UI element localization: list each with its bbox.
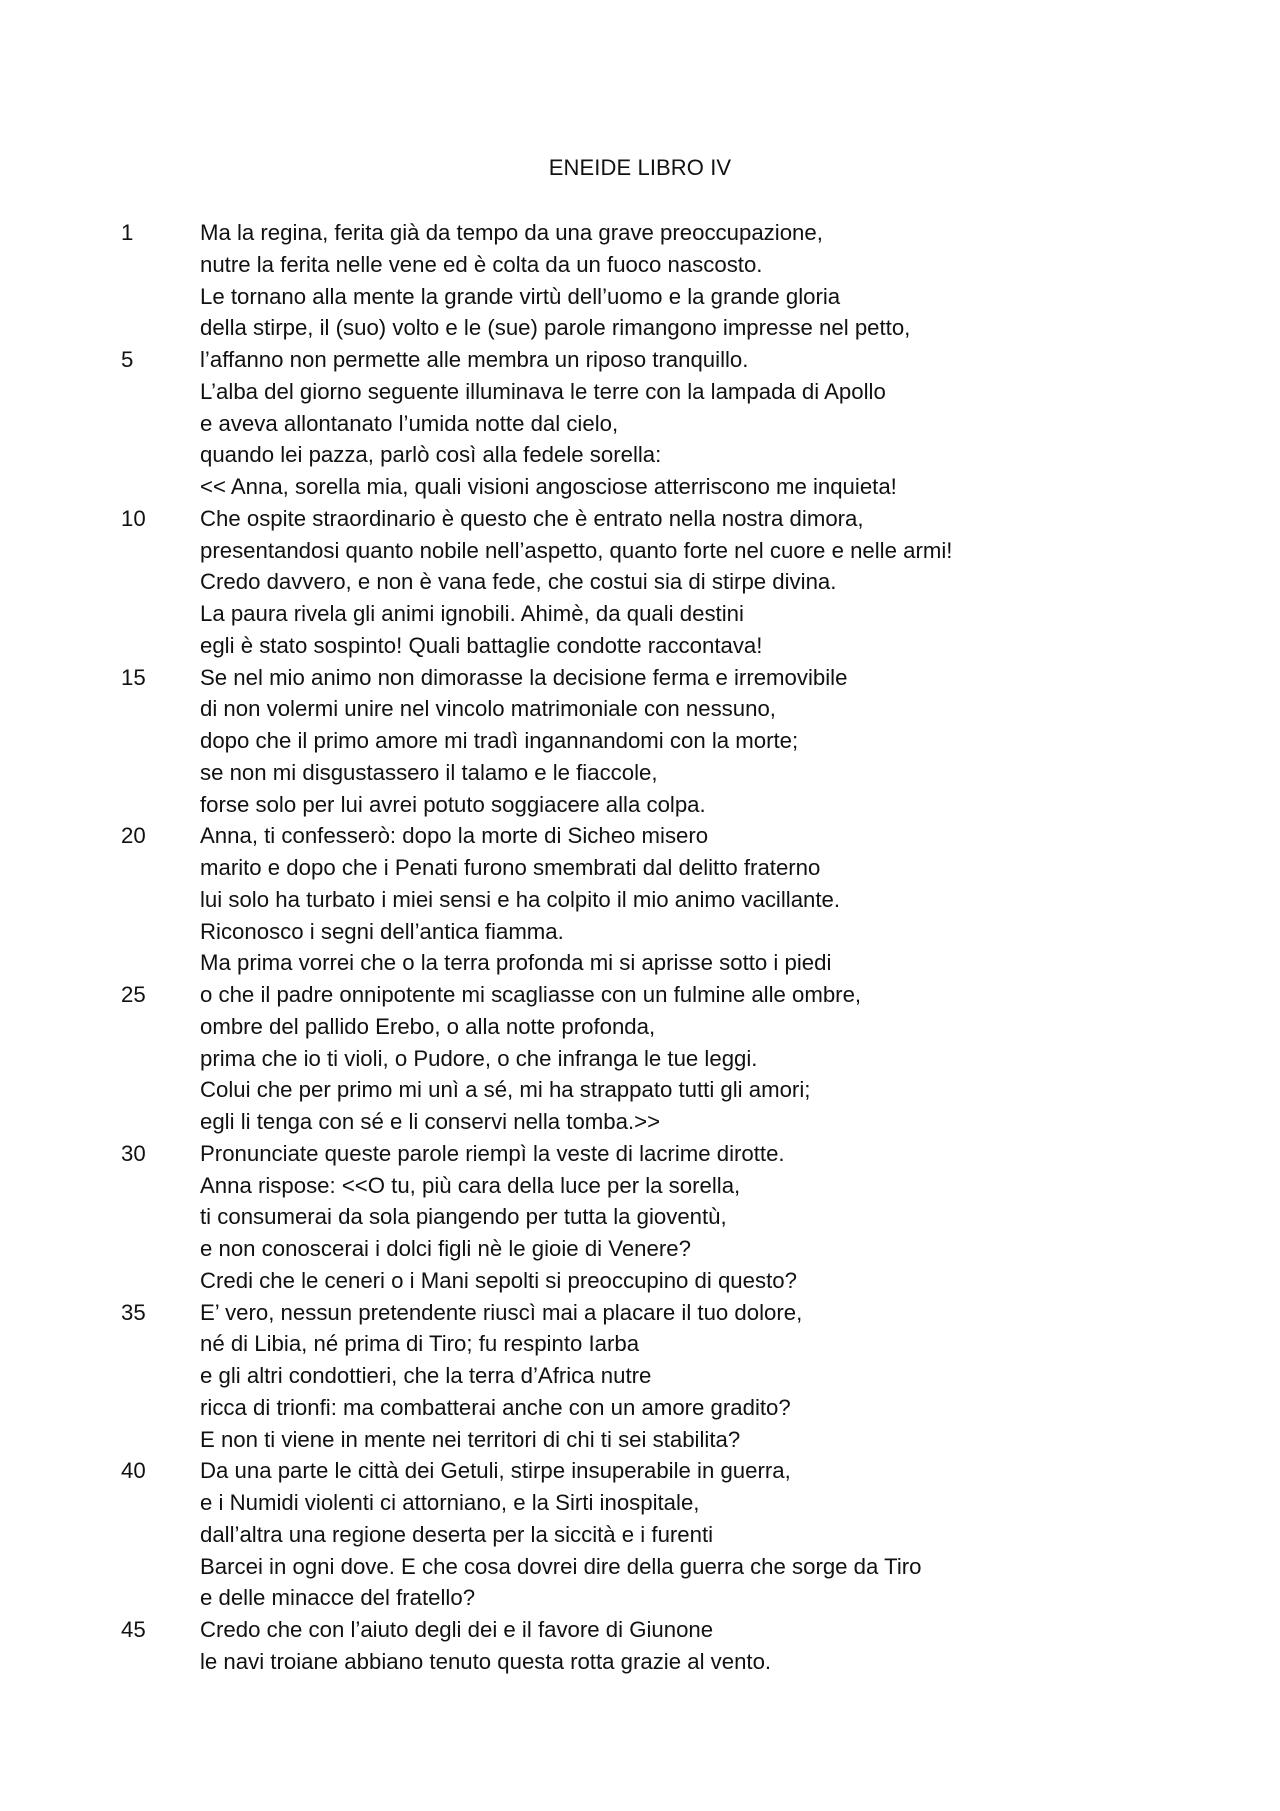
verse-line [0, 1043, 1280, 1075]
verse-text: E non ti viene in mente nei territori di chi ti sei stabilita? [200, 1426, 741, 1452]
verse-text: egli li tenga con sé e li conservi nella tomba.>> [200, 1109, 661, 1134]
verse-line [0, 662, 1280, 694]
verse-line [0, 1233, 1280, 1265]
line-number: 20 [121, 823, 146, 849]
verse-line [0, 979, 1280, 1011]
verse-line [0, 1074, 1280, 1106]
verse-text: lui solo ha turbato i miei sensi e ha colpito il mio animo vacillante. [200, 886, 841, 912]
verse-text: ricca di trionfi: ma combatterai anche con un amore gradito? [200, 1394, 791, 1420]
line-number: 10 [121, 505, 146, 531]
verse-text: né di Libia, né prima di Tiro; fu respinto Iarba [200, 1331, 640, 1357]
verse-text: egli è stato sospinto! Quali battaglie condotte raccontava! [200, 632, 763, 658]
verse-text: l’affanno non permette alle membra un riposo tranquillo. [200, 347, 749, 372]
verse-line [0, 408, 1280, 440]
verse-text: ti consumerai da sola piangendo per tutta la gioventù, [200, 1204, 727, 1230]
verse-line [0, 1297, 1280, 1329]
verse-text: Credo che con l’aiuto degli dei e il favore di Giunone [200, 1617, 714, 1642]
verse-line [0, 757, 1280, 789]
verse-line [0, 1170, 1280, 1202]
verse-text: Ma prima vorrei che o la terra profonda mi si aprisse sotto i piedi [200, 950, 832, 976]
verse-text: e non conoscerai i dolci figli nè le gioie di Venere? [200, 1236, 691, 1261]
line-number: 40 [121, 1458, 146, 1484]
verse-line [0, 1265, 1280, 1297]
verse-line [0, 471, 1280, 503]
verse-line [0, 1392, 1280, 1424]
verse-text: e delle minacce del fratello? [200, 1585, 476, 1611]
verse-text: Credo davvero, e non è vana fede, che costui sia di stirpe divina. [200, 569, 837, 595]
verse-text: << Anna, sorella mia, quali visioni angosciose atterriscono me inquieta! [200, 474, 897, 499]
verse-text: o che il padre onnipotente mi scagliasse con un fulmine alle ombre, [200, 982, 862, 1007]
verse-line [0, 1582, 1280, 1614]
document-title: ENEIDE LIBRO IV [548, 155, 732, 180]
verse-line [0, 1138, 1280, 1170]
verse-line [0, 535, 1280, 567]
verse-line [0, 1424, 1280, 1456]
verse-text: di non volermi unire nel vincolo matrimoniale con nessuno, [200, 696, 776, 722]
verse-line [0, 376, 1280, 408]
verse-line [0, 916, 1280, 948]
verse-text: presentandosi quanto nobile nell’aspetto, quanto forte nel cuore e nelle armi! [200, 537, 953, 563]
verse-text: Credi che le ceneri o i Mani sepolti si preoccupino di questo? [200, 1267, 797, 1293]
verse-line [0, 598, 1280, 630]
verse-text: Le tornano alla mente la grande virtù dell’uomo e la grande gloria [200, 283, 841, 309]
verse-line [0, 1011, 1280, 1043]
verse-text: E’ vero, nessun pretendente riuscì mai a placare il tuo dolore, [200, 1299, 803, 1325]
verse-text: e i Numidi violenti ci attorniano, e la Sirti inospitale, [200, 1490, 700, 1515]
verse-text: quando lei pazza, parlò così alla fedele sorella: [200, 442, 662, 468]
verse-text: Che ospite straordinario è questo che è entrato nella nostra dimora, [200, 505, 864, 531]
line-number: 45 [121, 1617, 146, 1642]
verse-line [0, 789, 1280, 821]
line-number: 25 [121, 982, 146, 1007]
verse-text: ombre del pallido Erebo, o alla notte profonda, [200, 1013, 656, 1039]
verse-line [0, 1519, 1280, 1551]
verse-text: Se nel mio animo non dimorasse la decisione ferma e irremovibile [200, 664, 848, 690]
verse-text: Ma la regina, ferita già da tempo da una grave preoccupazione, [200, 220, 823, 245]
verse-line [0, 566, 1280, 598]
verse-line [0, 1551, 1280, 1583]
verse-text: se non mi disgustassero il talamo e le fiaccole, [200, 759, 658, 785]
verse-text: L’alba del giorno seguente illuminava le terre con la lampada di Apollo [200, 378, 886, 404]
verse-line [0, 820, 1280, 852]
verse-text: dall’altra una regione deserta per la siccità e i furenti [200, 1521, 714, 1547]
line-number: 35 [121, 1299, 146, 1325]
verse-line [0, 249, 1280, 281]
verse-text: Riconosco i segni dell’antica fiamma. [200, 918, 564, 944]
verse-line [0, 1328, 1280, 1360]
verse-text: nutre la ferita nelle vene ed è colta da un fuoco nascosto. [200, 251, 763, 277]
verse-line [0, 630, 1280, 662]
verse-text: Da una parte le città dei Getuli, stirpe insuperabile in guerra, [200, 1458, 791, 1484]
verse-text: marito e dopo che i Penati furono smembrati dal delitto fraterno [200, 855, 821, 880]
verse-text: Anna rispose: <<O tu, più cara della luce per la sorella, [200, 1172, 741, 1198]
line-number: 15 [121, 664, 146, 690]
verse-text: e gli altri condottieri, che la terra d’Africa nutre [200, 1363, 652, 1388]
verse-line [0, 1360, 1280, 1392]
verse-text: Pronunciate queste parole riempì la veste di lacrime dirotte. [200, 1140, 785, 1166]
verse-line [0, 344, 1280, 376]
verse-line [0, 503, 1280, 535]
verse-line [0, 947, 1280, 979]
verse-lines [0, 217, 1280, 1678]
verse-text: forse solo per lui avrei potuto soggiacere alla colpa. [200, 791, 706, 817]
verse-text: prima che io ti violi, o Pudore, o che infranga le tue leggi. [200, 1045, 758, 1071]
verse-text: della stirpe, il (suo) volto e le (sue) parole rimangono impresse nel petto, [200, 315, 911, 341]
verse-line [0, 1106, 1280, 1138]
verse-line [0, 725, 1280, 757]
verse-line [0, 693, 1280, 725]
verse-line [0, 281, 1280, 313]
verse-text: dopo che il primo amore mi tradì ingannandomi con la morte; [200, 728, 799, 753]
verse-line [0, 852, 1280, 884]
verse-line [0, 1646, 1280, 1678]
verse-line [0, 884, 1280, 916]
verse-line [0, 312, 1280, 344]
verse-line [0, 439, 1280, 471]
verse-line [0, 217, 1280, 249]
verse-text: le navi troiane abbiano tenuto questa rotta grazie al vento. [200, 1648, 772, 1674]
verse-text: La paura rivela gli animi ignobili. Ahimè, da quali destini [200, 601, 744, 626]
verse-line [0, 1614, 1280, 1646]
line-number: 1 [121, 220, 134, 245]
verse-text: Barcei in ogni dove. E che cosa dovrei dire della guerra che sorge da Tiro [200, 1553, 922, 1579]
line-number: 30 [121, 1140, 146, 1166]
verse-text: Anna, ti confesserò: dopo la morte di Sicheo misero [200, 823, 709, 849]
verse-line [0, 1487, 1280, 1519]
verse-line [0, 1201, 1280, 1233]
verse-text: e aveva allontanato l’umida notte dal cielo, [200, 410, 619, 436]
verse-line [0, 1455, 1280, 1487]
line-number: 5 [121, 347, 134, 372]
verse-text: Colui che per primo mi unì a sé, mi ha strappato tutti gli amori; [200, 1077, 811, 1103]
